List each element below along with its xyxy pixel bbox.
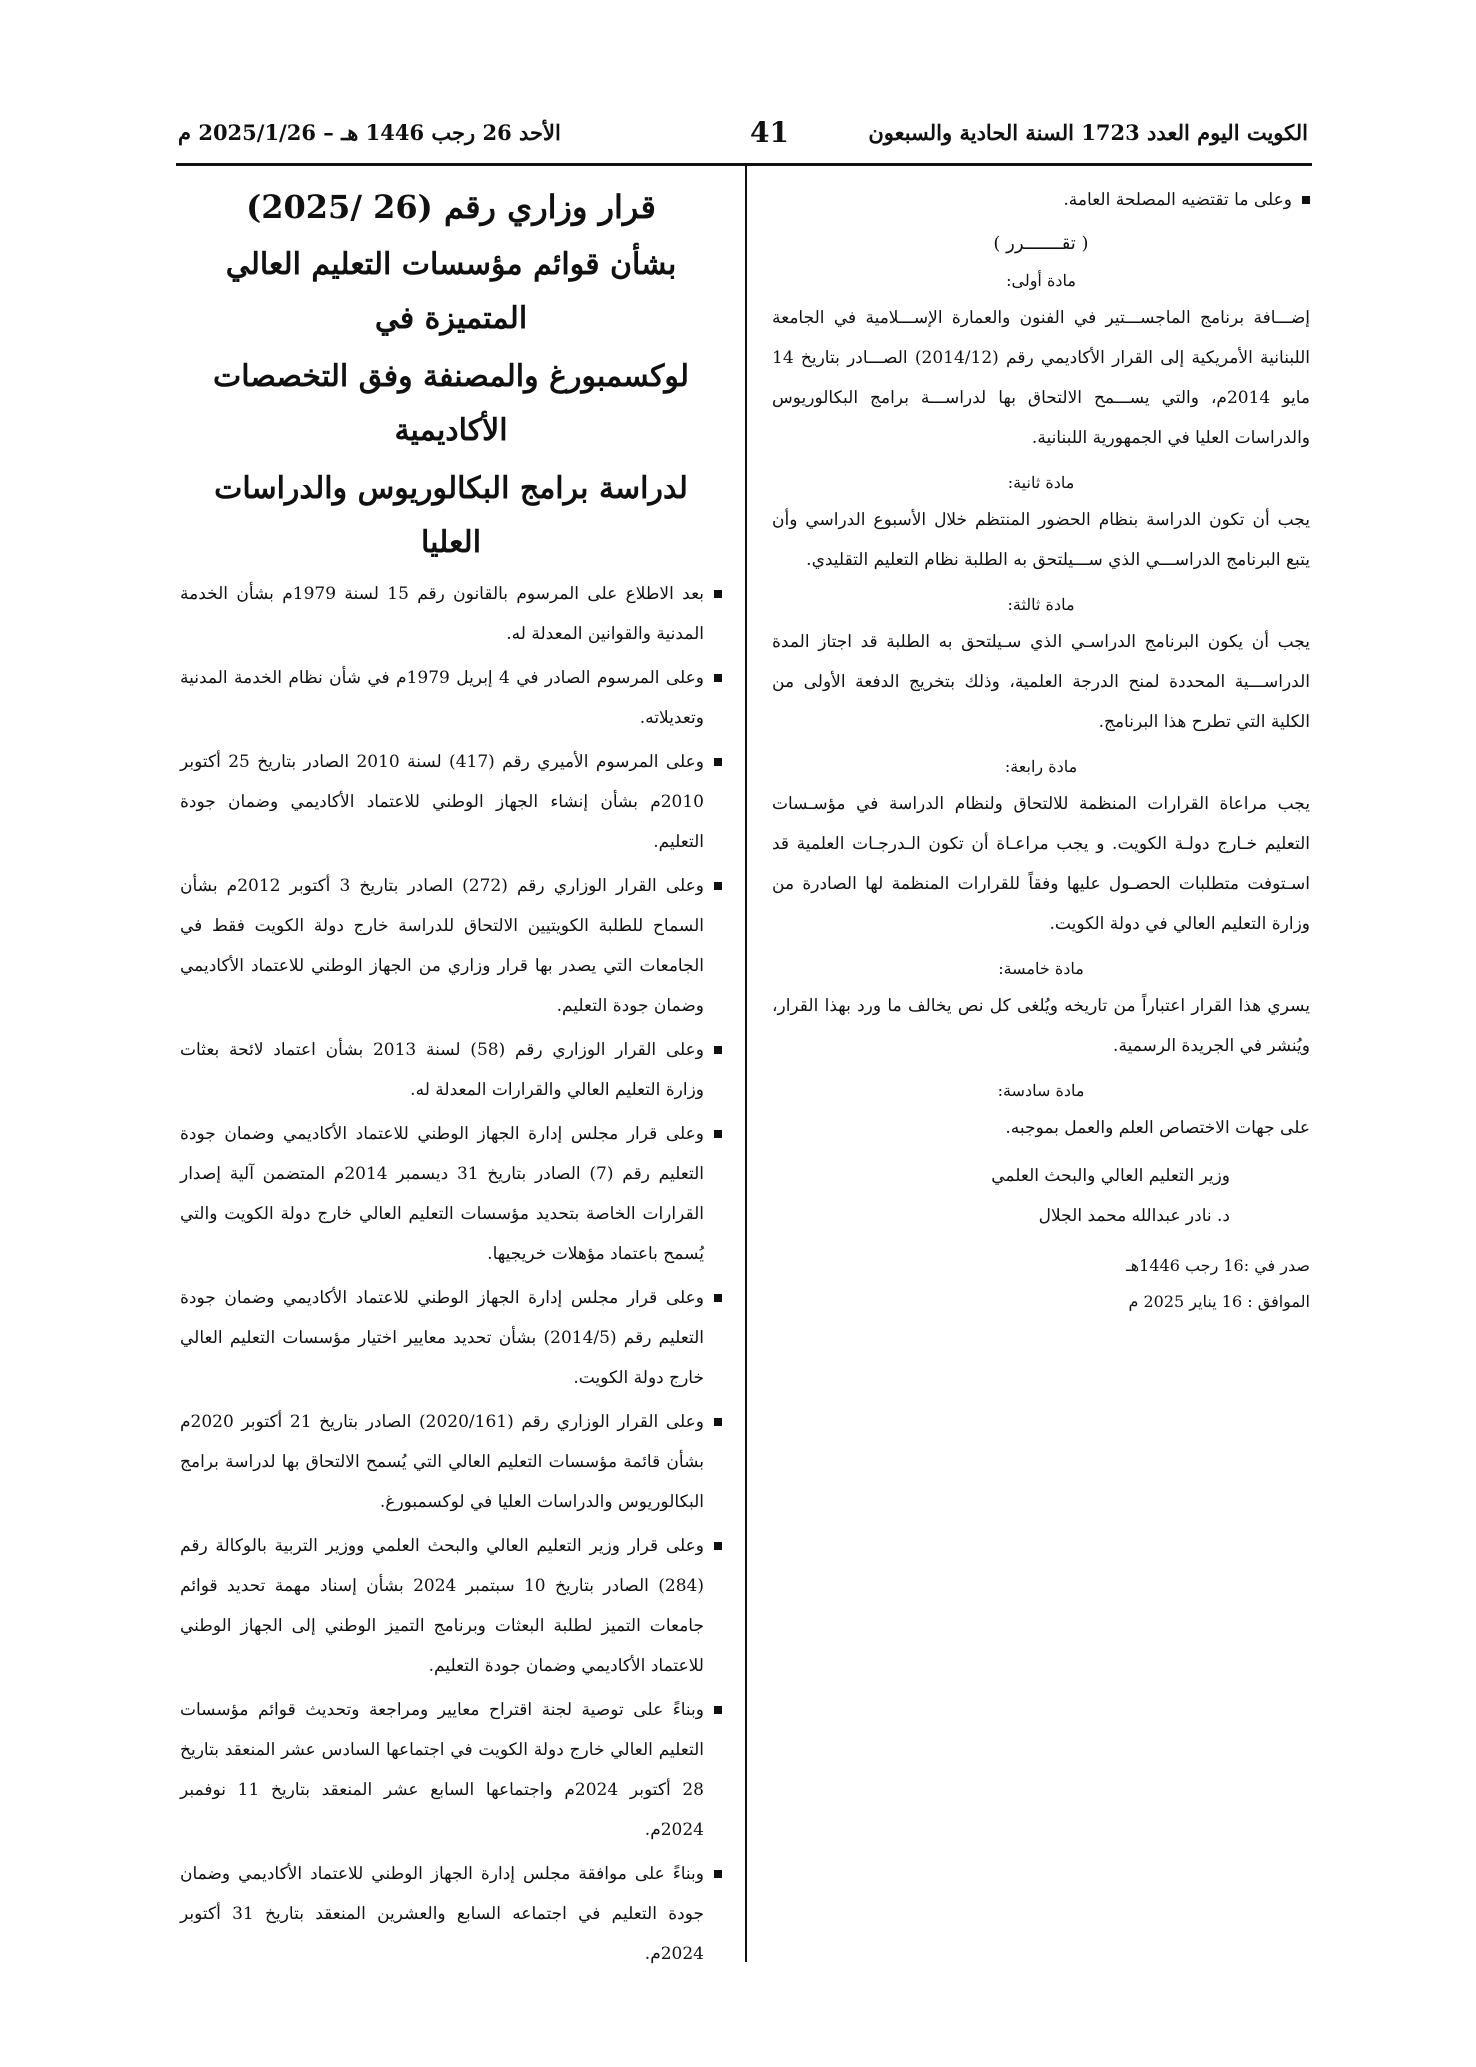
article-body: يسري هذا القرار اعتباراً من تاريخه ويُلغى كل نص يخالف ما ورد بهذا القرار، ويُنشر في الجريدة الرسمية. bbox=[772, 996, 1310, 1056]
preamble-item: وعلى المرسوم الصادر في 4 إبريل 1979م في شأن نظام الخدمة المدنية وتعديلاته. bbox=[180, 658, 722, 738]
preamble-item: وعلى قرار مجلس إدارة الجهاز الوطني للاعتماد الأكاديمي وضمان جودة التعليم رقم (2014/5) بشأن تحديد معايير اختيار مؤسسات التعليم العالي خارج دولة الكويت. bbox=[180, 1278, 722, 1398]
preamble-item: وعلى القرار الوزاري رقم (2020/161) الصادر بتاريخ 21 أكتوبر 2020م بشأن قائمة مؤسسات التعليم العالي التي يُسمح الالتحاق بها لدراسة برامج البكالوريوس والدراسات العليا في لوكسمبورغ. bbox=[180, 1402, 722, 1522]
decision-title: قرار وزاري رقم (26 /2025) bbox=[246, 188, 656, 226]
preamble-item: وعلى قرار مجلس إدارة الجهاز الوطني للاعتماد الأكاديمي وضمان جودة التعليم رقم (7) الصادر بتاريخ 31 ديسمبر 2014م المتضمن آلية إصدار القرارات الخاصة بتحديد مؤسسات التعليم العالي خارج دولة الكويت والتي يُسمح باعتماد مؤهلات خريجيها. bbox=[180, 1114, 722, 1274]
article-heading: مادة سادسة: bbox=[997, 1081, 1085, 1100]
preamble-item: وعلى القرار الوزاري رقم (58) لسنة 2013 بشأن اعتماد لائحة بعثات وزارة التعليم العالي والقرارات المعدلة له. bbox=[180, 1030, 722, 1110]
page-number: 41 bbox=[750, 116, 789, 149]
article-heading: مادة ثالثة: bbox=[1007, 595, 1075, 614]
article-heading: مادة أولى: bbox=[1006, 271, 1076, 290]
left-column bbox=[180, 180, 722, 1978]
article-heading: مادة خامسة: bbox=[998, 959, 1084, 978]
preamble-item: بعد الاطلاع على المرسوم بالقانون رقم 15 لسنة 1979م بشأن الخدمة المدنية والقوانين المعدلة له. bbox=[180, 574, 722, 654]
decides-label: ( تقـــــــرر ) bbox=[993, 233, 1089, 254]
preamble-item: وعلى ما تقتضيه المصلحة العامة. bbox=[772, 180, 1310, 220]
page-header bbox=[178, 116, 1308, 156]
right-column bbox=[772, 180, 1310, 1320]
header-publication: الكويت اليوم العدد 1723 السنة الحادية والسبعون bbox=[868, 120, 1308, 145]
gregorian-issue-date: الموافق : 16 يناير 2025 م bbox=[1128, 1292, 1310, 1311]
hijri-issue-date: صدر في :16 رجب 1446هـ bbox=[1126, 1256, 1310, 1275]
article-body: إضـــافة برنامج الماجســـتير في الفنون والعمارة الإســـلامية في الجامعة اللبنانية الأمريكية إلى القرار الأكاديمي رقم (2014/12) الصـــادر بتاريخ 14 مايو 2014م، والتي يســـمح الالتحاق بها لدراســـة برامج البكالوريوس والدراسات العليا في الجمهورية اللبنانية. bbox=[772, 308, 1311, 448]
article-body: على جهات الاختصاص العلم والعمل بموجبه. bbox=[1005, 1118, 1310, 1138]
decision-subject-line: لوكسمبورغ والمصنفة وفق التخصصات الأكاديمية bbox=[212, 359, 690, 448]
header-date: الأحد 26 رجب 1446 هـ – 2025/1/26 م bbox=[178, 120, 561, 145]
decision-subject-line: بشأن قوائم مؤسسات التعليم العالي المتميزة في bbox=[225, 247, 677, 336]
preamble-item: وعلى المرسوم الأميري رقم (417) لسنة 2010 الصادر بتاريخ 25 أكتوبر 2010م بشأن إنشاء الجهاز الوطني للاعتماد الأكاديمي وضمان جودة التعليم. bbox=[180, 742, 722, 862]
header-divider bbox=[176, 163, 1312, 166]
preamble-item: وبناءً على موافقة مجلس إدارة الجهاز الوطني للاعتماد الأكاديمي وضمان جودة التعليم في اجتماعه السابع والعشرين المنعقد بتاريخ 31 أكتوبر 2024م. bbox=[180, 1854, 722, 1974]
preamble-item: وعلى قرار وزير التعليم العالي والبحث العلمي ووزير التربية بالوكالة رقم (284) الصادر بتاريخ 10 سبتمبر 2024 بشأن إسناد مهمة تحديد قوائم جامعات التميز لطلبة البعثات وبرنامج التميز الوطني إلى الجهاز الوطني للاعتماد الأكاديمي وضمان جودة التعليم. bbox=[180, 1526, 722, 1686]
article-body: يجب أن يكون البرنامج الدراسـي الذي سـيلتحق به الطلبة قد اجتاز المدة الدراســـية المحددة لمنح الدرجة العلمية، وذلك بتخريج الدفعة الأولى من الكلية التي تطرح هذا البرنامج. bbox=[772, 632, 1310, 732]
signatory-title: وزير التعليم العالي والبحث العلمي bbox=[991, 1166, 1230, 1186]
signatory-name: د. نادر عبدالله محمد الجلال bbox=[1038, 1206, 1230, 1226]
article-body: يجب أن تكون الدراسة بنظام الحضور المنتظم خلال الأسبوع الدراسي وأن يتبع البرنامج الدراســـي الذي ســـيلتحق به الطلبة نظام التعليم التقليدي. bbox=[772, 510, 1310, 570]
issue-date-block bbox=[772, 1248, 1310, 1320]
article-heading: مادة رابعة: bbox=[1004, 757, 1078, 776]
decision-subject-line: لدراسة برامج البكالوريوس والدراسات العليا bbox=[214, 471, 688, 560]
article-heading: مادة ثانية: bbox=[1007, 473, 1075, 492]
column-divider bbox=[745, 166, 747, 1962]
preamble-item: وعلى القرار الوزاري رقم (272) الصادر بتاريخ 3 أكتوبر 2012م بشأن السماح للطلبة الكويتيين الالتحاق للدراسة خارج دولة الكويت فقط في الجامعات التي يصدر بها قرار وزاري من الجهاز الوطني للاعتماد الأكاديمي وضمان جودة التعليم. bbox=[180, 866, 722, 1026]
preamble-item: وبناءً على توصية لجنة اقتراح معايير ومراجعة وتحديث قوائم مؤسسات التعليم العالي خارج دولة الكويت في اجتماعها السادس عشر المنعقد بتاريخ 28 أكتوبر 2024م واجتماعها السابع عشر المنعقد بتاريخ 11 نوفمبر 2024م. bbox=[180, 1690, 722, 1850]
article-body: يجب مراعاة القرارات المنظمة للالتحاق ولنظام الدراسة في مؤسـسات التعليم خـارج دولـة الكويت. و يجب مراعـاة أن تكون الـدرجـات العلمية قد اسـتوفت متطلبات الحصـول عليها وفقاً للقرارات المنظمة لها الصادرة من وزارة التعليم العالي في دولة الكويت. bbox=[772, 794, 1311, 934]
